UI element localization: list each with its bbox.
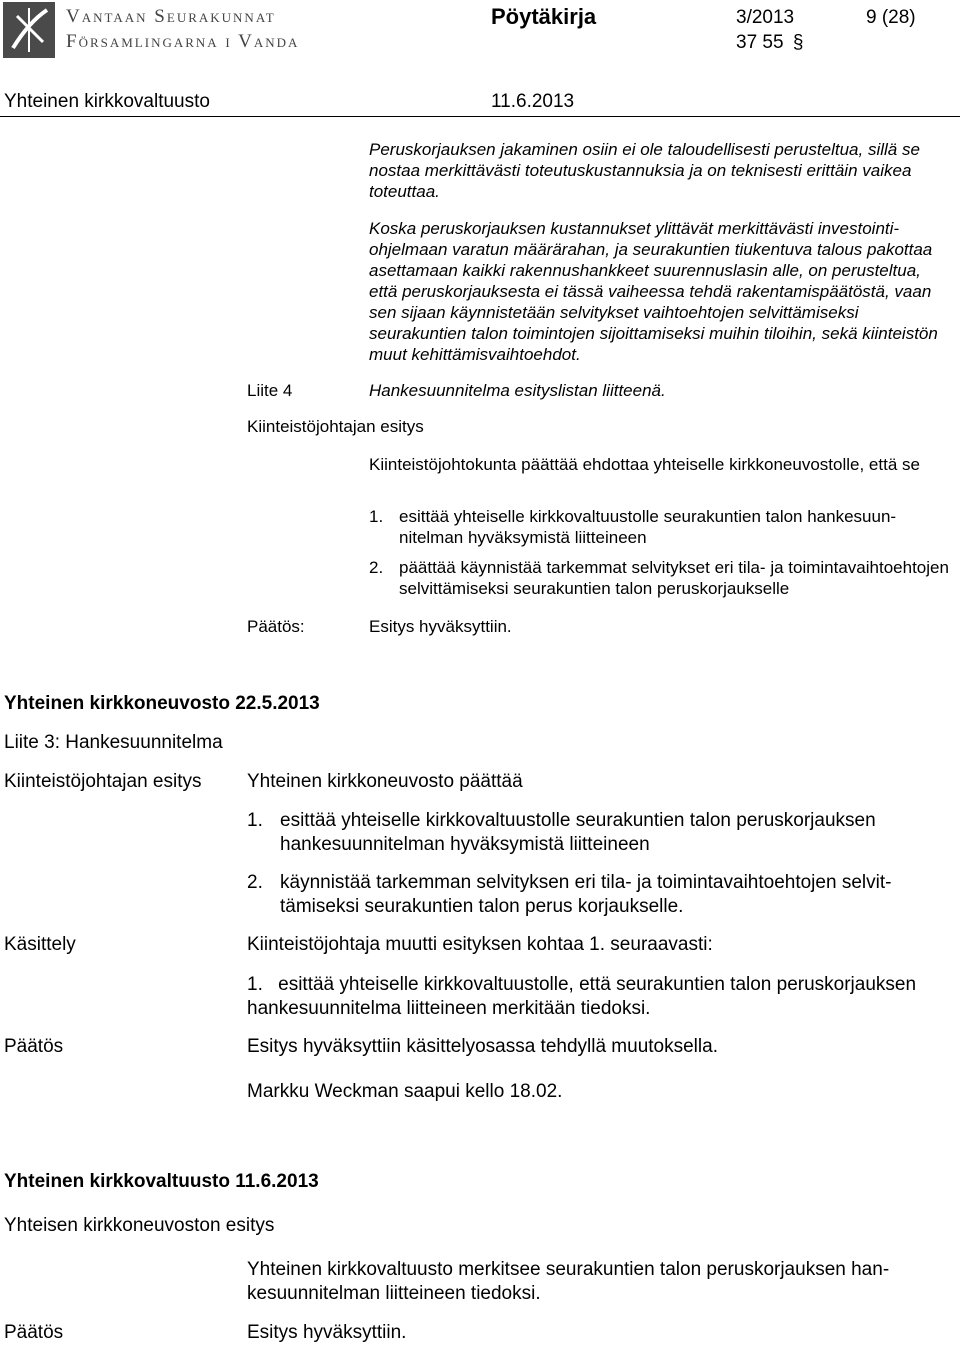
handling-text: Kiinteistöjohtaja muutti esityksen kohtaa 1. seuraavasti: [247,934,713,955]
item-number: 2. [247,872,263,893]
item-text: esittää yhteiselle kirkkovaltuustolle, että seurakuntien talon peruskorjauksen hankesuunnitelma liitteineen merkitään tiedoksi. [247,974,917,1019]
item-text: käynnistää tarkemman selvityksen eri tila- ja toimintavaihtoehtojen selvittämiseksi seurakuntien talon perus korjaukselle. [280,872,892,917]
doc-number: 3/2013 [736,7,795,28]
proposal-intro: Kiinteistöjohtokunta päättää ehdottaa yhteiselle kirkkoneuvostolle, että se [369,455,920,474]
section-range-text: 37 55 [736,32,784,53]
item-text: esittää yhteiselle kirkkovaltuustolle seurakuntien talon hankesuunnitelman hyväksymistä liitteineen [399,507,897,547]
council-proposal-text: Yhteinen kirkkovaltuusto merkitsee seurakuntien talon peruskorjauksen hankesuunnitelman liitteineen tiedoksi. [247,1259,890,1304]
section-heading-board: Yhteinen kirkkoneuvosto 22.5.2013 [4,693,320,714]
org-name-fi: Vantaan Seurakunnat [66,6,276,27]
board-decision-label: Päätös [4,1036,64,1057]
proposal-item-1 [369,506,949,548]
board-item-1 [247,809,947,857]
board-decision-text: Esitys hyväksyttiin käsittelyosassa tehdyllä muutoksella. [247,1036,718,1057]
meeting-date: 11.6.2013 [491,91,575,112]
council-proposal-label: Yhteisen kirkkoneuvoston esitys [4,1215,275,1236]
section-range [736,31,803,54]
church-logo-icon [3,2,55,58]
proposal-item-2 [369,557,949,599]
header-divider [0,116,960,117]
item-number: 1. [247,974,263,995]
item-text: päättää käynnistää tarkemmat selvitykset eri tila- ja toimintavaihtoehtojen selvittämiseksi seurakuntien talon peruskorjaukselle [399,558,949,598]
board-proposal-text: Yhteinen kirkkoneuvosto päättää [247,771,523,792]
logo [3,2,55,58]
council-decision-label: Päätös [4,1322,64,1343]
paragraph-reasoning-2: Koska peruskorjauksen kustannukset ylittävät merkittävästi investointiohjelmaan varatun määrärahan, ja seurakuntien tiukentuva talous pakottaa asettamaan kaikki rakennushankkeet suurennuslasin alle, on perusteltua, että peruskorjauksesta ei tässä vaiheessa tehdä rakentamispäätöstä, vaan sen sijaan käynnistetään selvitykset vaihtoehtojen selvittämiseksi seurakuntien talon toimintojen sijoittamiseksi muihin tiloihin, sekä kiinteistön muut kehittämisvaihtoehdot. [369,219,938,364]
attachment-label: Liite 4 [247,381,293,400]
decision-text: Esitys hyväksyttiin. [369,617,512,636]
decision-label: Päätös: [247,617,305,636]
item-number: 2. [369,558,384,577]
arrival-note: Markku Weckman saapui kello 18.02. [247,1081,563,1102]
meeting-body: Yhteinen kirkkovaltuusto [4,91,210,112]
item-number: 1. [369,507,384,526]
council-decision-text: Esitys hyväksyttiin. [247,1322,407,1343]
attachment-text: Hankesuunnitelma esityslistan liitteenä. [369,381,666,400]
item-text: esittää yhteiselle kirkkovaltuustolle seurakuntien talon peruskorjauksen hankesuunnitelman hyväksymistä liitteineen [280,810,876,855]
doc-type: Pöytäkirja [491,4,597,29]
board-proposal-label: Kiinteistöjohtajan esitys [4,771,202,792]
handling-label: Käsittely [4,934,76,955]
org-name-sv: Församlingarna i Vanda [66,31,300,52]
item-number: 1. [247,810,263,831]
board-item-2 [247,871,947,919]
section-heading-council: Yhteinen kirkkovaltuusto 11.6.2013 [4,1171,319,1192]
paragraph-reasoning-1: Peruskorjauksen jakaminen osiin ei ole taloudellisesti perusteltua, sillä se nostaa merkittävästi toteutuskustannuksia ja on teknisesti erittäin vaikea toteuttaa. [369,140,920,201]
handling-item-1 [247,973,947,1021]
page-number: 9 (28) [866,7,916,28]
section-sign-icon: § [792,32,804,53]
proposal-label: Kiinteistöjohtajan esitys [247,417,424,436]
board-attachment: Liite 3: Hankesuunnitelma [4,732,223,753]
